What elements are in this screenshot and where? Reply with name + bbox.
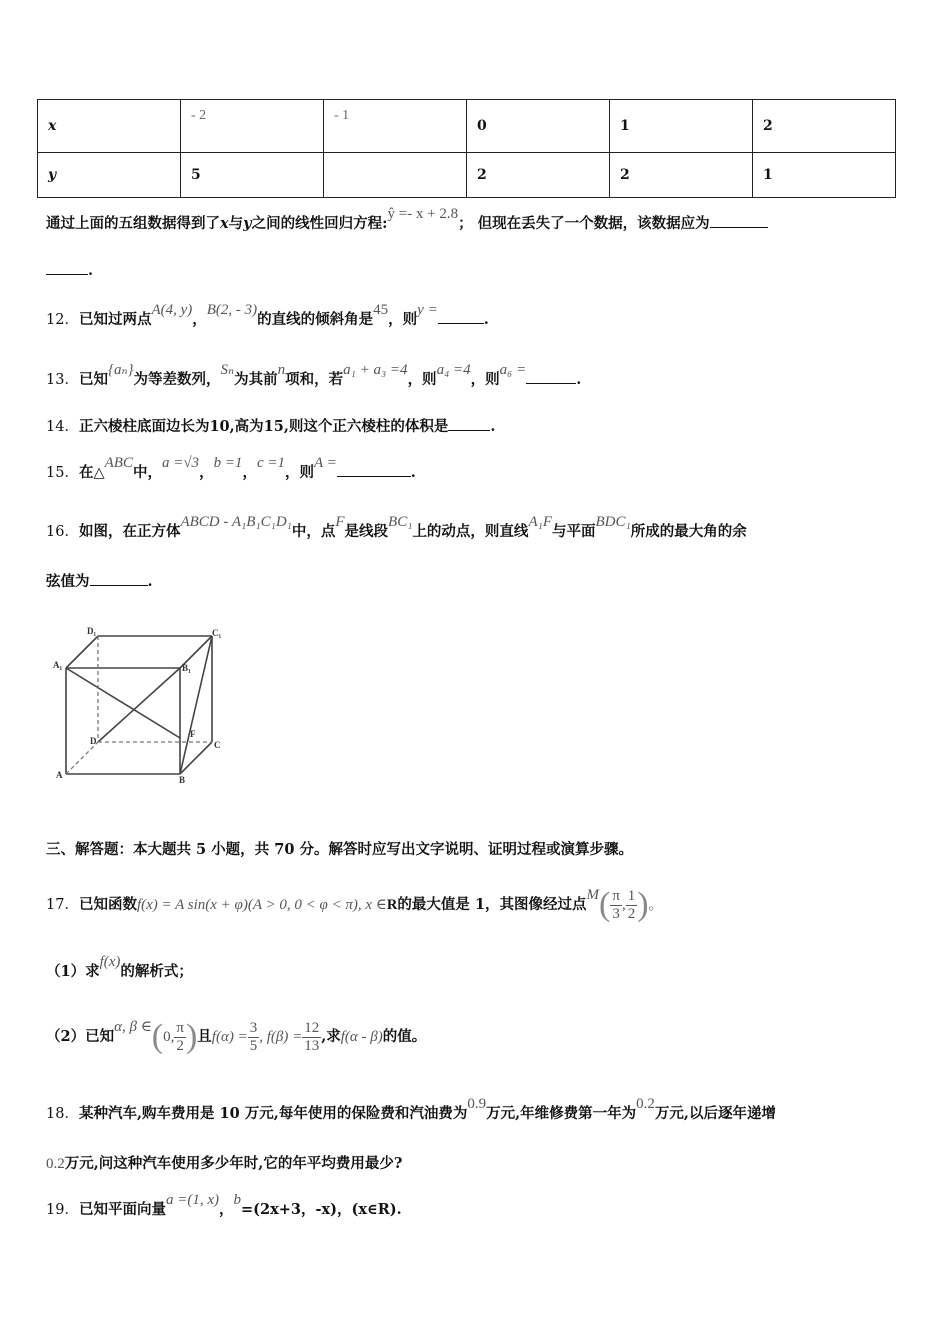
label-D1: D₁ [87, 626, 97, 636]
answer-blank [526, 382, 576, 384]
question-14: 14．正六棱柱底面边长为10,高为15,则这个正六棱柱的体积是 . [46, 418, 496, 435]
section-title: 三、解答题：本大题共 5 小题，共 70 分。解答时应写出文字说明、证明过程或演算步骤。 [46, 841, 633, 858]
hidden-edge [66, 742, 98, 774]
segment-A1F [66, 668, 180, 738]
label-C: C [214, 740, 221, 750]
question-15: 15．在△ABC中，a =√3，b =1，c =1，则A =. [46, 455, 416, 481]
table-row [38, 100, 896, 153]
question-18-cont: 0.2万元,问这种汽车使用多少年时,它的年平均费用最少? [46, 1155, 403, 1172]
table-cell: 0 [467, 100, 610, 153]
table-cell: 5 [181, 153, 324, 198]
regression-equation: ŷ =- x + 2.8 [387, 206, 459, 222]
question-12: 12．已知过两点A(4, y)，B(2, - 3)的直线的倾斜角是45，则y =. [46, 302, 489, 328]
q11-line-2: . [46, 262, 900, 279]
question-17: 17．已知函数f(x) = A sin(x + φ)(A > 0, 0 < φ < π), x ∈R的最大值是 1，其图像经过点M( $\frac{\pi}{3}$ , $\frac{1}{2}$ )。 [46, 886, 664, 923]
question-17-part1: （1）求f(x)的解析式； [46, 954, 193, 980]
table-cell: 1 [610, 100, 753, 153]
q11-line: 通过上面的五组数据得到了x与y之间的线性回归方程:ŷ =- x + 2.8； 但现在丢失了一个数据，该数据应为 [46, 212, 900, 233]
label-B: B [179, 775, 186, 784]
question-16: 16．如图，在正方体ABCD - A₁B₁C₁D₁中，点F是线段BC₁上的动点，则直线A₁F与平面BDC₁所成的最大角的余 [46, 514, 747, 540]
table-row [38, 153, 896, 198]
answer-blank [448, 429, 490, 431]
table-cell: 2 [467, 153, 610, 198]
answer-blank [46, 273, 88, 275]
question-19: 19．已知平面向量a =(1, x)，b=(2x+3，-x)，(x∈R). [46, 1192, 402, 1218]
label-D: D [90, 736, 97, 746]
edge [180, 742, 212, 774]
table-cell: - 2 [181, 100, 324, 153]
segment-BC1 [180, 636, 212, 774]
question-17-part2: （2）已知α, β ∈(0, $\frac{\pi}{2}$ )且f(α) = $\frac{3}{5}$ , f(β) = $\frac{12}{13}$ ,求f(α - β)的值。 [46, 1018, 427, 1055]
data-table [37, 99, 896, 198]
table-cell: 1 [753, 153, 896, 198]
label-B1: B₁ [182, 663, 191, 673]
answer-blank [438, 322, 484, 324]
table-cell: x [38, 100, 181, 153]
cube-figure [52, 624, 232, 784]
table-cell: y [38, 153, 181, 198]
label-A1: A₁ [53, 660, 63, 670]
question-13: 13．已知{aₙ}为等差数列，Sₙ为其前n项和，若a₁ + a₃ =4，则a₄ =4，则a₆ =. [46, 362, 582, 388]
label-A: A [56, 770, 63, 780]
question-18: 18．某种汽车,购车费用是 10 万元,每年使用的保险费和汽油费为0.9万元,年维修费第一年为0.2万元,以后逐年递增 [46, 1096, 776, 1122]
label-C1: C₁ [212, 628, 222, 638]
label-F: F [190, 729, 196, 739]
table-cell: 2 [753, 100, 896, 153]
question-16-cont: 弦值为 . [46, 573, 153, 590]
edge [66, 636, 98, 668]
answer-blank [90, 584, 148, 586]
table-cell [324, 153, 467, 198]
table-cell: 2 [610, 153, 753, 198]
table-cell: - 1 [324, 100, 467, 153]
answer-blank [710, 226, 768, 228]
answer-blank [337, 475, 411, 477]
